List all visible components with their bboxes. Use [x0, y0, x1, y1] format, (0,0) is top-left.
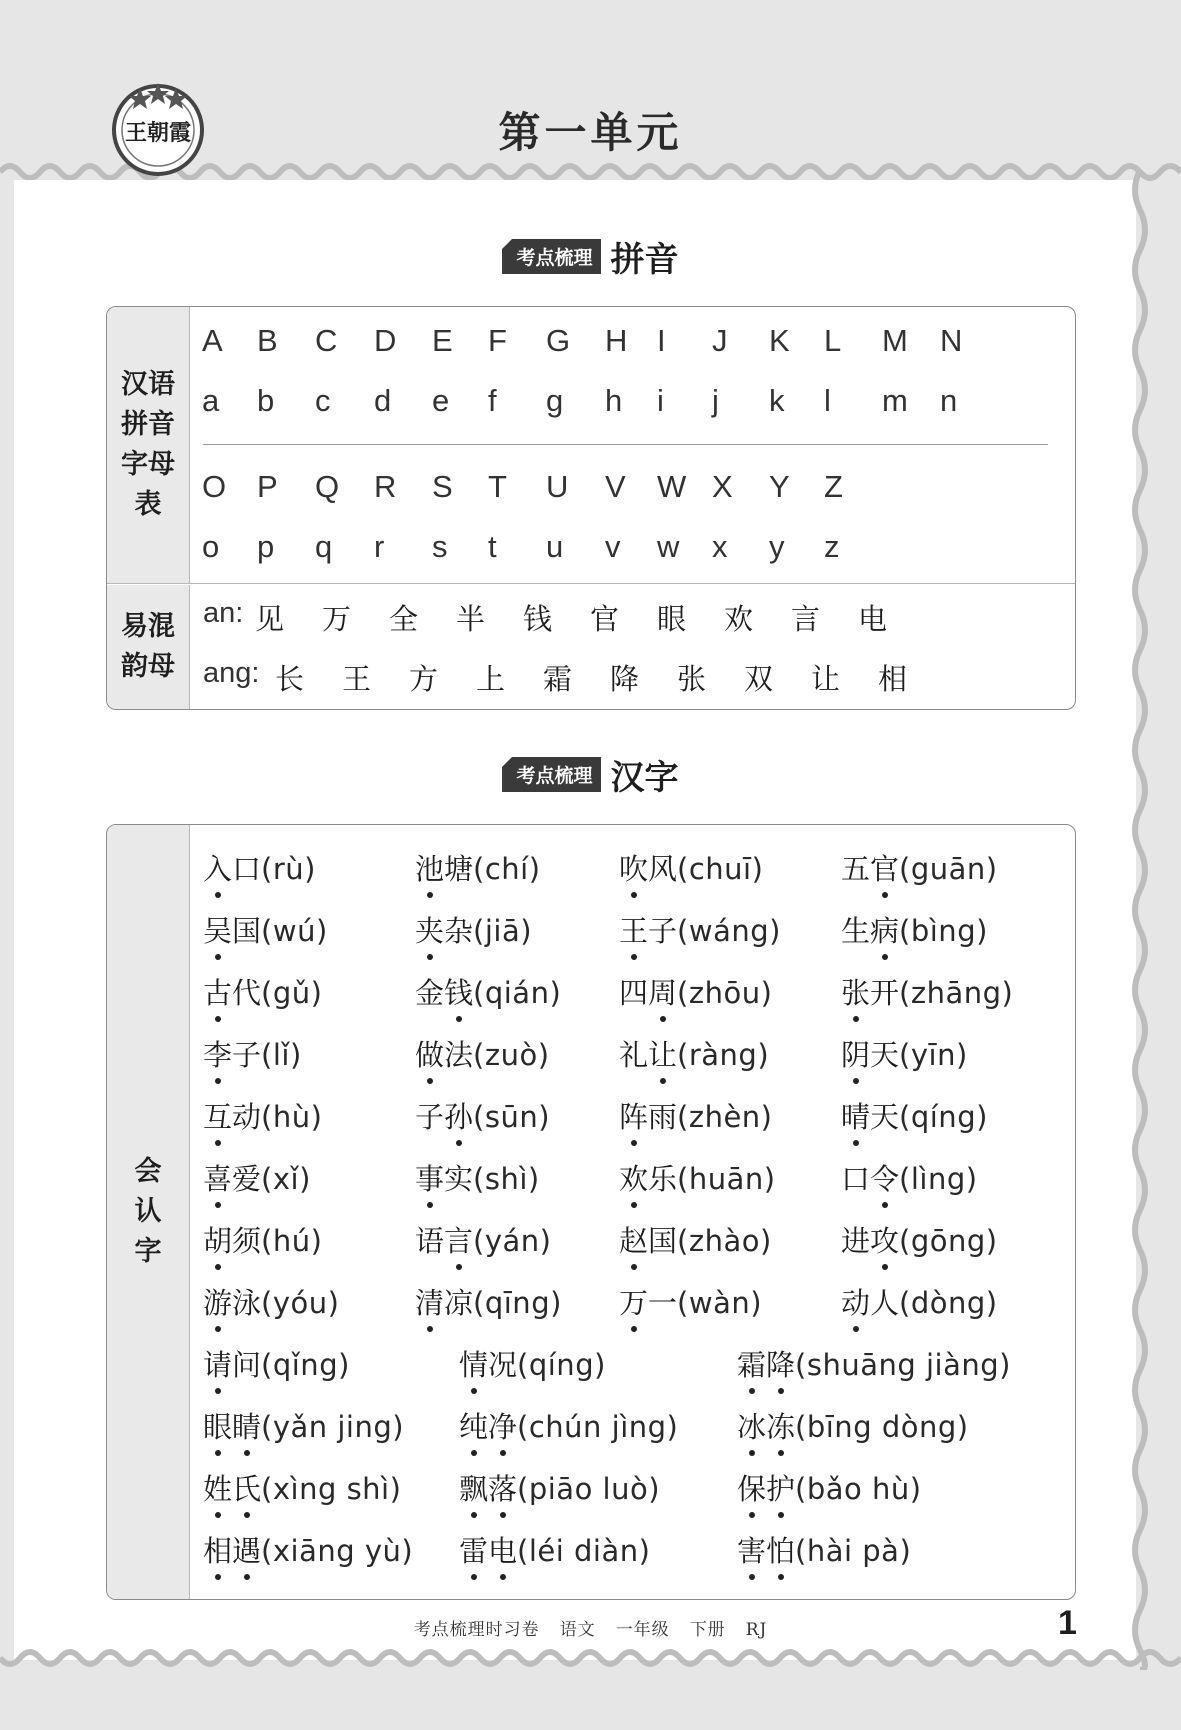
uppercase-letter: U — [546, 469, 569, 504]
word-pinyin: (zuò) — [473, 1038, 550, 1072]
uppercase-letter: G — [546, 323, 571, 358]
word-pinyin: (xiāng yù) — [261, 1534, 414, 1568]
vocab-word — [203, 1407, 404, 1447]
vocab-word — [415, 1221, 551, 1261]
vocab-word — [203, 1345, 350, 1385]
uppercase-letter: S — [432, 469, 453, 504]
lowercase-letter: v — [605, 529, 621, 564]
word-pinyin: (zhōu) — [677, 976, 773, 1010]
word-pinyin: (sūn) — [473, 1100, 551, 1134]
word-pinyin: (xǐ) — [261, 1162, 311, 1196]
word-characters: 清凉 — [415, 1283, 473, 1323]
vocab-word — [203, 973, 322, 1013]
uppercase-letter: W — [657, 469, 687, 504]
uppercase-letter: T — [488, 469, 507, 504]
uppercase-letter: L — [824, 323, 842, 358]
word-pinyin: (léi diàn) — [517, 1534, 651, 1568]
word-characters: 李子 — [203, 1035, 261, 1075]
vocab-word — [459, 1345, 606, 1385]
vocab-word — [619, 1097, 772, 1137]
uppercase-letter: J — [712, 323, 728, 358]
word-characters: 赵国 — [619, 1221, 677, 1261]
vocab-word — [619, 1221, 772, 1261]
vocab-word — [619, 1283, 762, 1323]
uppercase-letter: R — [374, 469, 397, 504]
vocab-word — [415, 973, 561, 1013]
vocab-word — [203, 1159, 311, 1199]
lowercase-letter: c — [315, 383, 331, 418]
vocab-word — [415, 1097, 550, 1137]
lowercase-letter: p — [257, 529, 275, 564]
vocab-word — [619, 1035, 769, 1075]
word-pinyin: (yǎn jing) — [261, 1410, 405, 1444]
word-pinyin: (chuī) — [677, 852, 764, 886]
lowercase-letter: q — [315, 529, 333, 564]
word-pinyin: (bìng) — [899, 914, 988, 948]
uppercase-letter: N — [940, 323, 963, 358]
lowercase-letter: t — [488, 529, 497, 564]
section-title-hanzi: 汉字 — [610, 758, 679, 798]
uppercase-letter: Z — [824, 469, 843, 504]
lowercase-letter: k — [769, 383, 785, 418]
vocab-word — [415, 1159, 540, 1199]
word-pinyin: (dòng) — [899, 1286, 998, 1320]
vocab-word — [203, 1097, 322, 1137]
word-characters: 生病 — [841, 911, 899, 951]
lowercase-letter: d — [374, 383, 392, 418]
ang-label: ang: — [203, 657, 260, 689]
example-character: 官 — [590, 602, 620, 636]
vocab-word — [415, 1283, 562, 1323]
uppercase-letter: F — [488, 323, 507, 358]
lowercase-letter: g — [546, 383, 564, 418]
footer-item: 一年级 — [615, 1620, 670, 1640]
word-characters: 五官 — [841, 849, 899, 889]
lowercase-letter: u — [546, 529, 564, 564]
vocab-word — [203, 849, 316, 889]
word-pinyin: (qíng) — [517, 1348, 606, 1382]
word-pinyin: (rù) — [261, 852, 316, 886]
word-characters: 情况 — [459, 1345, 517, 1385]
alphabet-separator — [203, 444, 1048, 445]
vocab-word — [841, 1283, 998, 1323]
word-characters: 游泳 — [203, 1283, 261, 1323]
word-pinyin: (lìng) — [899, 1162, 978, 1196]
example-character: 降 — [610, 662, 640, 696]
word-characters: 胡须 — [203, 1221, 261, 1261]
example-character: 钱 — [523, 602, 553, 636]
word-characters: 事实 — [415, 1159, 473, 1199]
word-pinyin: (yán) — [473, 1224, 552, 1258]
word-characters: 害怕 — [737, 1531, 795, 1571]
word-characters: 纯净 — [459, 1407, 517, 1447]
vocab-word — [841, 1035, 968, 1075]
page-number: 1 — [1058, 1604, 1077, 1642]
vocab-word — [459, 1469, 660, 1509]
word-characters: 金钱 — [415, 973, 473, 1013]
word-characters: 子孙 — [415, 1097, 473, 1137]
vocab-word — [737, 1407, 969, 1447]
word-characters: 张开 — [841, 973, 899, 1013]
word-pinyin: (qíng) — [899, 1100, 988, 1134]
vocab-word — [841, 1221, 998, 1261]
word-characters: 姓氏 — [203, 1469, 261, 1509]
vocab-word — [415, 911, 532, 951]
word-characters: 互动 — [203, 1097, 261, 1137]
example-character: 半 — [456, 602, 486, 636]
uppercase-letter: B — [257, 323, 278, 358]
wavy-border-bottom — [0, 1640, 1181, 1680]
word-pinyin: (bǎo hù) — [795, 1472, 922, 1506]
word-pinyin: (lǐ) — [261, 1038, 302, 1072]
vocab-word — [203, 911, 328, 951]
word-pinyin: (ràng) — [677, 1038, 770, 1072]
uppercase-letter: E — [432, 323, 453, 358]
word-characters: 霜降 — [737, 1345, 795, 1385]
word-pinyin: (jiā) — [473, 914, 533, 948]
lowercase-letter: x — [712, 529, 728, 564]
word-pinyin: (qīng) — [473, 1286, 562, 1320]
word-characters: 礼让 — [619, 1035, 677, 1075]
word-characters: 保护 — [737, 1469, 795, 1509]
example-character: 长 — [275, 662, 305, 696]
word-pinyin: (shuāng jiàng) — [795, 1348, 1011, 1382]
word-characters: 飘落 — [459, 1469, 517, 1509]
vocab-word — [841, 911, 988, 951]
word-characters: 吹风 — [619, 849, 677, 889]
vocab-word — [619, 1159, 776, 1199]
vocab-word — [841, 849, 998, 889]
vocab-word — [203, 1221, 322, 1261]
word-pinyin: (wáng) — [677, 914, 781, 948]
lowercase-letter: f — [488, 383, 497, 418]
vocab-word — [841, 973, 1013, 1013]
word-pinyin: (zhāng) — [899, 976, 1014, 1010]
uppercase-letter: D — [374, 323, 397, 358]
vocab-word — [619, 911, 781, 951]
uppercase-letter: K — [769, 323, 790, 358]
word-characters: 相遇 — [203, 1531, 261, 1571]
word-characters: 做法 — [415, 1035, 473, 1075]
alphabet-header: 汉语拼音字母表 — [107, 307, 190, 583]
example-character: 王 — [342, 662, 372, 696]
uppercase-letter: Q — [315, 469, 340, 504]
word-characters: 冰冻 — [737, 1407, 795, 1447]
word-characters: 万一 — [619, 1283, 677, 1323]
uppercase-letter: X — [712, 469, 733, 504]
example-character: 双 — [744, 662, 774, 696]
word-pinyin: (piāo luò) — [517, 1472, 661, 1506]
page-title: 第一单元 — [498, 108, 683, 157]
uppercase-letter: H — [605, 323, 628, 358]
word-characters: 夹杂 — [415, 911, 473, 951]
word-characters: 入口 — [203, 849, 261, 889]
word-characters: 喜爱 — [203, 1159, 261, 1199]
word-pinyin: (chí) — [473, 852, 541, 886]
word-pinyin: (hù) — [261, 1100, 323, 1134]
section-title-pinyin: 拼音 — [610, 240, 679, 280]
vocab-word — [415, 849, 541, 889]
word-characters: 口令 — [841, 1159, 899, 1199]
example-character: 张 — [677, 662, 707, 696]
word-pinyin: (qián) — [473, 976, 562, 1010]
lowercase-letter: n — [940, 383, 958, 418]
word-pinyin: (qǐng) — [261, 1348, 350, 1382]
word-characters: 晴天 — [841, 1097, 899, 1137]
word-characters: 请问 — [203, 1345, 261, 1385]
word-characters: 雷电 — [459, 1531, 517, 1571]
example-character: 万 — [322, 602, 352, 636]
example-character: 相 — [878, 662, 908, 696]
vocab-word — [619, 849, 763, 889]
lowercase-letter: j — [712, 383, 719, 418]
vocab-word — [415, 1035, 550, 1075]
vocab-word — [203, 1531, 413, 1571]
vocab-word — [737, 1345, 1011, 1385]
example-character: 眼 — [657, 602, 687, 636]
word-pinyin: (huān) — [677, 1162, 776, 1196]
example-character: 言 — [791, 602, 821, 636]
word-pinyin: (chún jìng) — [517, 1410, 679, 1444]
footer-item: 下册 — [689, 1620, 726, 1640]
word-characters: 阵雨 — [619, 1097, 677, 1137]
word-pinyin: (hú) — [261, 1224, 323, 1258]
uppercase-letter: M — [882, 323, 908, 358]
vocab-word — [203, 1283, 339, 1323]
vocab-word — [203, 1469, 401, 1509]
word-characters: 吴国 — [203, 911, 261, 951]
uppercase-letter: P — [257, 469, 278, 504]
word-characters: 欢乐 — [619, 1159, 677, 1199]
lowercase-letter: o — [202, 529, 220, 564]
lowercase-letter: l — [824, 383, 831, 418]
word-characters: 语言 — [415, 1221, 473, 1261]
lowercase-letter: y — [769, 529, 785, 564]
lowercase-letter: e — [432, 383, 450, 418]
mix-header: 易混韵母 — [107, 585, 190, 709]
footer-item: 语文 — [559, 1620, 596, 1640]
lowercase-letter: i — [657, 383, 664, 418]
vocab-word — [459, 1407, 678, 1447]
example-character: 全 — [389, 602, 419, 636]
uppercase-letter: I — [657, 323, 666, 358]
lowercase-letter: w — [657, 529, 680, 564]
example-character: 欢 — [724, 602, 754, 636]
section-header-pinyin — [0, 232, 1181, 280]
lowercase-row-1 — [202, 383, 1045, 423]
svg-text:王朝霞: 王朝霞 — [124, 120, 192, 146]
uppercase-row-2 — [202, 469, 1045, 509]
word-pinyin: (guān) — [899, 852, 998, 886]
lowercase-letter: s — [432, 529, 448, 564]
uppercase-letter: C — [315, 323, 338, 358]
word-characters: 动人 — [841, 1283, 899, 1323]
hanzi-table — [106, 824, 1076, 1600]
recognize-header: 会认字 — [107, 825, 190, 1599]
word-pinyin: (yóu) — [261, 1286, 340, 1320]
lowercase-row-2 — [202, 529, 1045, 569]
uppercase-letter: V — [605, 469, 626, 504]
pinyin-table — [106, 306, 1076, 710]
vocab-word — [619, 973, 772, 1013]
word-pinyin: (zhèn) — [677, 1100, 773, 1134]
example-character: 霜 — [543, 662, 573, 696]
word-pinyin: (xìng shì) — [261, 1472, 402, 1506]
uppercase-letter: Y — [769, 469, 790, 504]
lowercase-letter: a — [202, 383, 220, 418]
lowercase-letter: b — [257, 383, 275, 418]
word-pinyin: (yīn) — [899, 1038, 968, 1072]
word-characters: 进攻 — [841, 1221, 899, 1261]
word-characters: 四周 — [619, 973, 677, 1013]
word-characters: 王子 — [619, 911, 677, 951]
example-character: 上 — [476, 662, 506, 696]
word-pinyin: (shì) — [473, 1162, 540, 1196]
word-pinyin: (gǔ) — [261, 976, 323, 1010]
lowercase-letter: h — [605, 383, 623, 418]
word-pinyin: (hài pà) — [795, 1534, 912, 1568]
lowercase-letter: m — [882, 383, 908, 418]
example-character: 让 — [811, 662, 841, 696]
vocab-word — [459, 1531, 650, 1571]
word-pinyin: (gōng) — [899, 1224, 998, 1258]
an-label: an: — [203, 597, 244, 629]
word-characters: 眼睛 — [203, 1407, 261, 1447]
word-pinyin: (zhào) — [677, 1224, 772, 1258]
lowercase-letter: z — [824, 529, 840, 564]
uppercase-row-1 — [202, 323, 1045, 363]
word-characters: 阴天 — [841, 1035, 899, 1075]
lowercase-letter: r — [374, 529, 385, 564]
word-characters: 古代 — [203, 973, 261, 1013]
word-pinyin: (wàn) — [677, 1286, 763, 1320]
uppercase-letter: O — [202, 469, 227, 504]
example-character: 方 — [409, 662, 439, 696]
word-pinyin: (wú) — [261, 914, 328, 948]
vocab-word — [841, 1159, 978, 1199]
word-characters: 池塘 — [415, 849, 473, 889]
vocab-word — [737, 1469, 922, 1509]
example-character: 电 — [858, 602, 888, 636]
word-pinyin: (bīng dòng) — [795, 1410, 969, 1444]
footer-item: RJ — [745, 1620, 768, 1640]
footer — [0, 1615, 1181, 1640]
row-divider — [107, 583, 1075, 584]
vocab-word — [737, 1531, 911, 1571]
vocab-word — [841, 1097, 988, 1137]
example-character: 见 — [255, 602, 285, 636]
section-tag: 考点梳理 — [502, 239, 600, 274]
wavy-border-right — [1126, 170, 1156, 1670]
section-header-hanzi — [0, 750, 1181, 798]
vocab-word — [203, 1035, 302, 1075]
footer-item: 考点梳理时习卷 — [413, 1620, 540, 1640]
uppercase-letter: A — [202, 323, 223, 358]
section-tag: 考点梳理 — [502, 757, 600, 792]
